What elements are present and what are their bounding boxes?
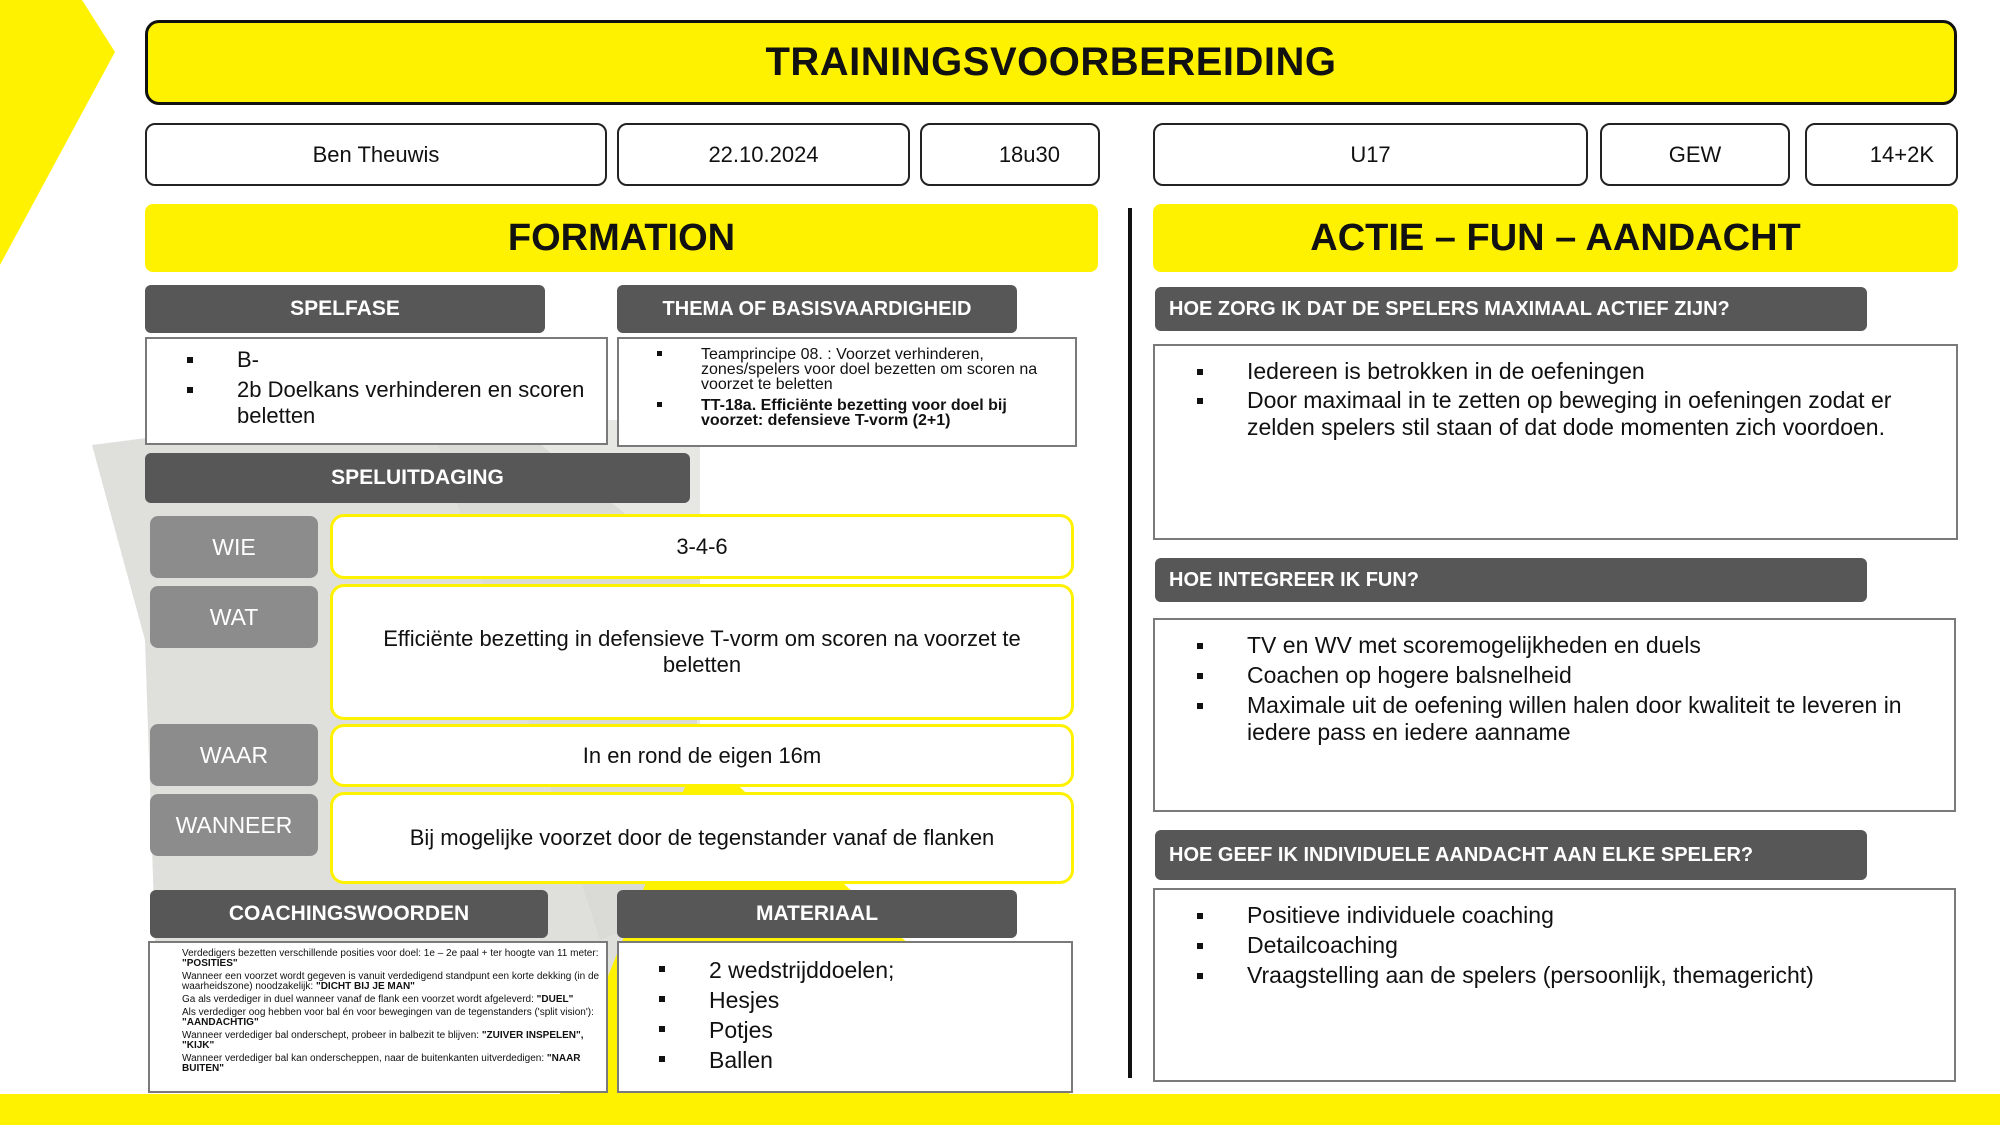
wanneer-value: Bij mogelijke voorzet door de tegenstander vanaf de flanken (330, 792, 1074, 884)
coaching-line: Ga als verdediger in duel wanneer vanaf de flank een voorzet wordt afgeleverd: "DUEL" (182, 994, 574, 1005)
list-item: Potjes (709, 1015, 1071, 1045)
time-box: 18u30 (920, 123, 1100, 186)
afa-heading: ACTIE – FUN – AANDACHT (1153, 204, 1958, 272)
date-box: 22.10.2024 (617, 123, 910, 186)
column-divider (1128, 208, 1132, 1078)
page-title: TRAININGSVOORBEREIDING (145, 20, 1957, 105)
trainer-name-box: Ben Theuwis (145, 123, 607, 186)
list-item: Teamprincipe 08. : Voorzet verhinderen, zones/spelers voor doel bezetten om scoren na voorzet te beletten (701, 347, 1067, 392)
materiaal-heading: MATERIAAL (617, 890, 1017, 938)
wanneer-label: WANNEER (150, 794, 318, 856)
wie-value: 3-4-6 (330, 514, 1074, 579)
speluitdaging-heading: SPELUITDAGING (145, 453, 690, 503)
formation-heading: FORMATION (145, 204, 1098, 272)
coaching-box (148, 941, 608, 1093)
spelfase-box (145, 337, 608, 445)
coaching-line: Als verdediger oog hebben voor bal én voor bewegingen van de tegenstanders ('split vision'): "AANDACHTIG" (182, 1007, 594, 1028)
coaching-line: Verdedigers bezetten verschillende posities voor doel: 1e – 2e paal + ter hoogte van 11 meter: "POSITIES" (182, 948, 599, 969)
fun-box (1153, 618, 1956, 812)
list-item: Hesjes (709, 985, 1071, 1015)
materiaal-box (617, 941, 1073, 1093)
coaching-line: Wanneer een voorzet wordt gegeven is vanuit verdedigend standpunt een korte dekking (in de waarheidszone) noodzakelijk: "DICHT BIJ JE MAN" (182, 971, 600, 992)
bottom-accent-bar (0, 1094, 2000, 1125)
list-item: Door maximaal in te zetten op beweging in oefeningen zodat er zelden spelers stil staan of dat dode momenten zich voordoen. (1247, 387, 1916, 441)
fun-heading: HOE INTEGREER IK FUN? (1155, 558, 1867, 602)
list-item: Coachen op hogere balsnelheid (1247, 662, 1934, 689)
list-item: Positieve individuele coaching (1247, 902, 1934, 929)
coaching-line: Wanneer verdediger bal onderschept, probeer in balbezit te blijven: "ZUIVER INSPELEN", "KIJK" (182, 1030, 584, 1051)
aandacht-heading: HOE GEEF IK INDIVIDUELE AANDACHT AAN ELKE SPELER? (1155, 830, 1867, 880)
team-box: U17 (1153, 123, 1588, 186)
actief-box (1153, 344, 1958, 540)
list-item: Vraagstelling aan de spelers (persoonlijk, themagericht) (1247, 962, 1934, 989)
level-box: GEW (1600, 123, 1790, 186)
wat-label: WAT (150, 586, 318, 648)
players-box: 14+2K (1805, 123, 1958, 186)
coaching-line: Wanneer verdediger bal kan onderscheppen, naar de buitenkanten uitverdedigen: "NAAR BUITEN" (182, 1053, 581, 1074)
spelfase-heading: SPELFASE (145, 285, 545, 333)
thema-heading: THEMA OF BASISVAARDIGHEID (617, 285, 1017, 333)
list-item: 2b Doelkans verhinderen en scoren beletten (237, 377, 606, 429)
list-item: Ballen (709, 1045, 1071, 1075)
list-item: Detailcoaching (1247, 932, 1934, 959)
wat-value: Efficiënte bezetting in defensieve T-vorm om scoren na voorzet te beletten (330, 584, 1074, 720)
list-item: Maximale uit de oefening willen halen door kwaliteit te leveren in iedere pass en iedere aanname (1247, 692, 1934, 746)
aandacht-box (1153, 888, 1956, 1082)
list-item: Iedereen is betrokken in de oefeningen (1247, 358, 1916, 385)
list-item: B- (237, 347, 606, 373)
thema-box (617, 337, 1077, 447)
list-item: 2 wedstrijddoelen; (709, 955, 1071, 985)
waar-value: In en rond de eigen 16m (330, 724, 1074, 787)
wie-label: WIE (150, 516, 318, 578)
list-item: TT-18a. Efficiënte bezetting voor doel bij voorzet: defensieve T-vorm (2+1) (701, 398, 1067, 428)
coaching-heading: COACHINGSWOORDEN (150, 890, 548, 938)
actief-heading: HOE ZORG IK DAT DE SPELERS MAXIMAAL ACTIEF ZIJN? (1155, 287, 1867, 331)
waar-label: WAAR (150, 724, 318, 786)
list-item: TV en WV met scoremogelijkheden en duels (1247, 632, 1934, 659)
